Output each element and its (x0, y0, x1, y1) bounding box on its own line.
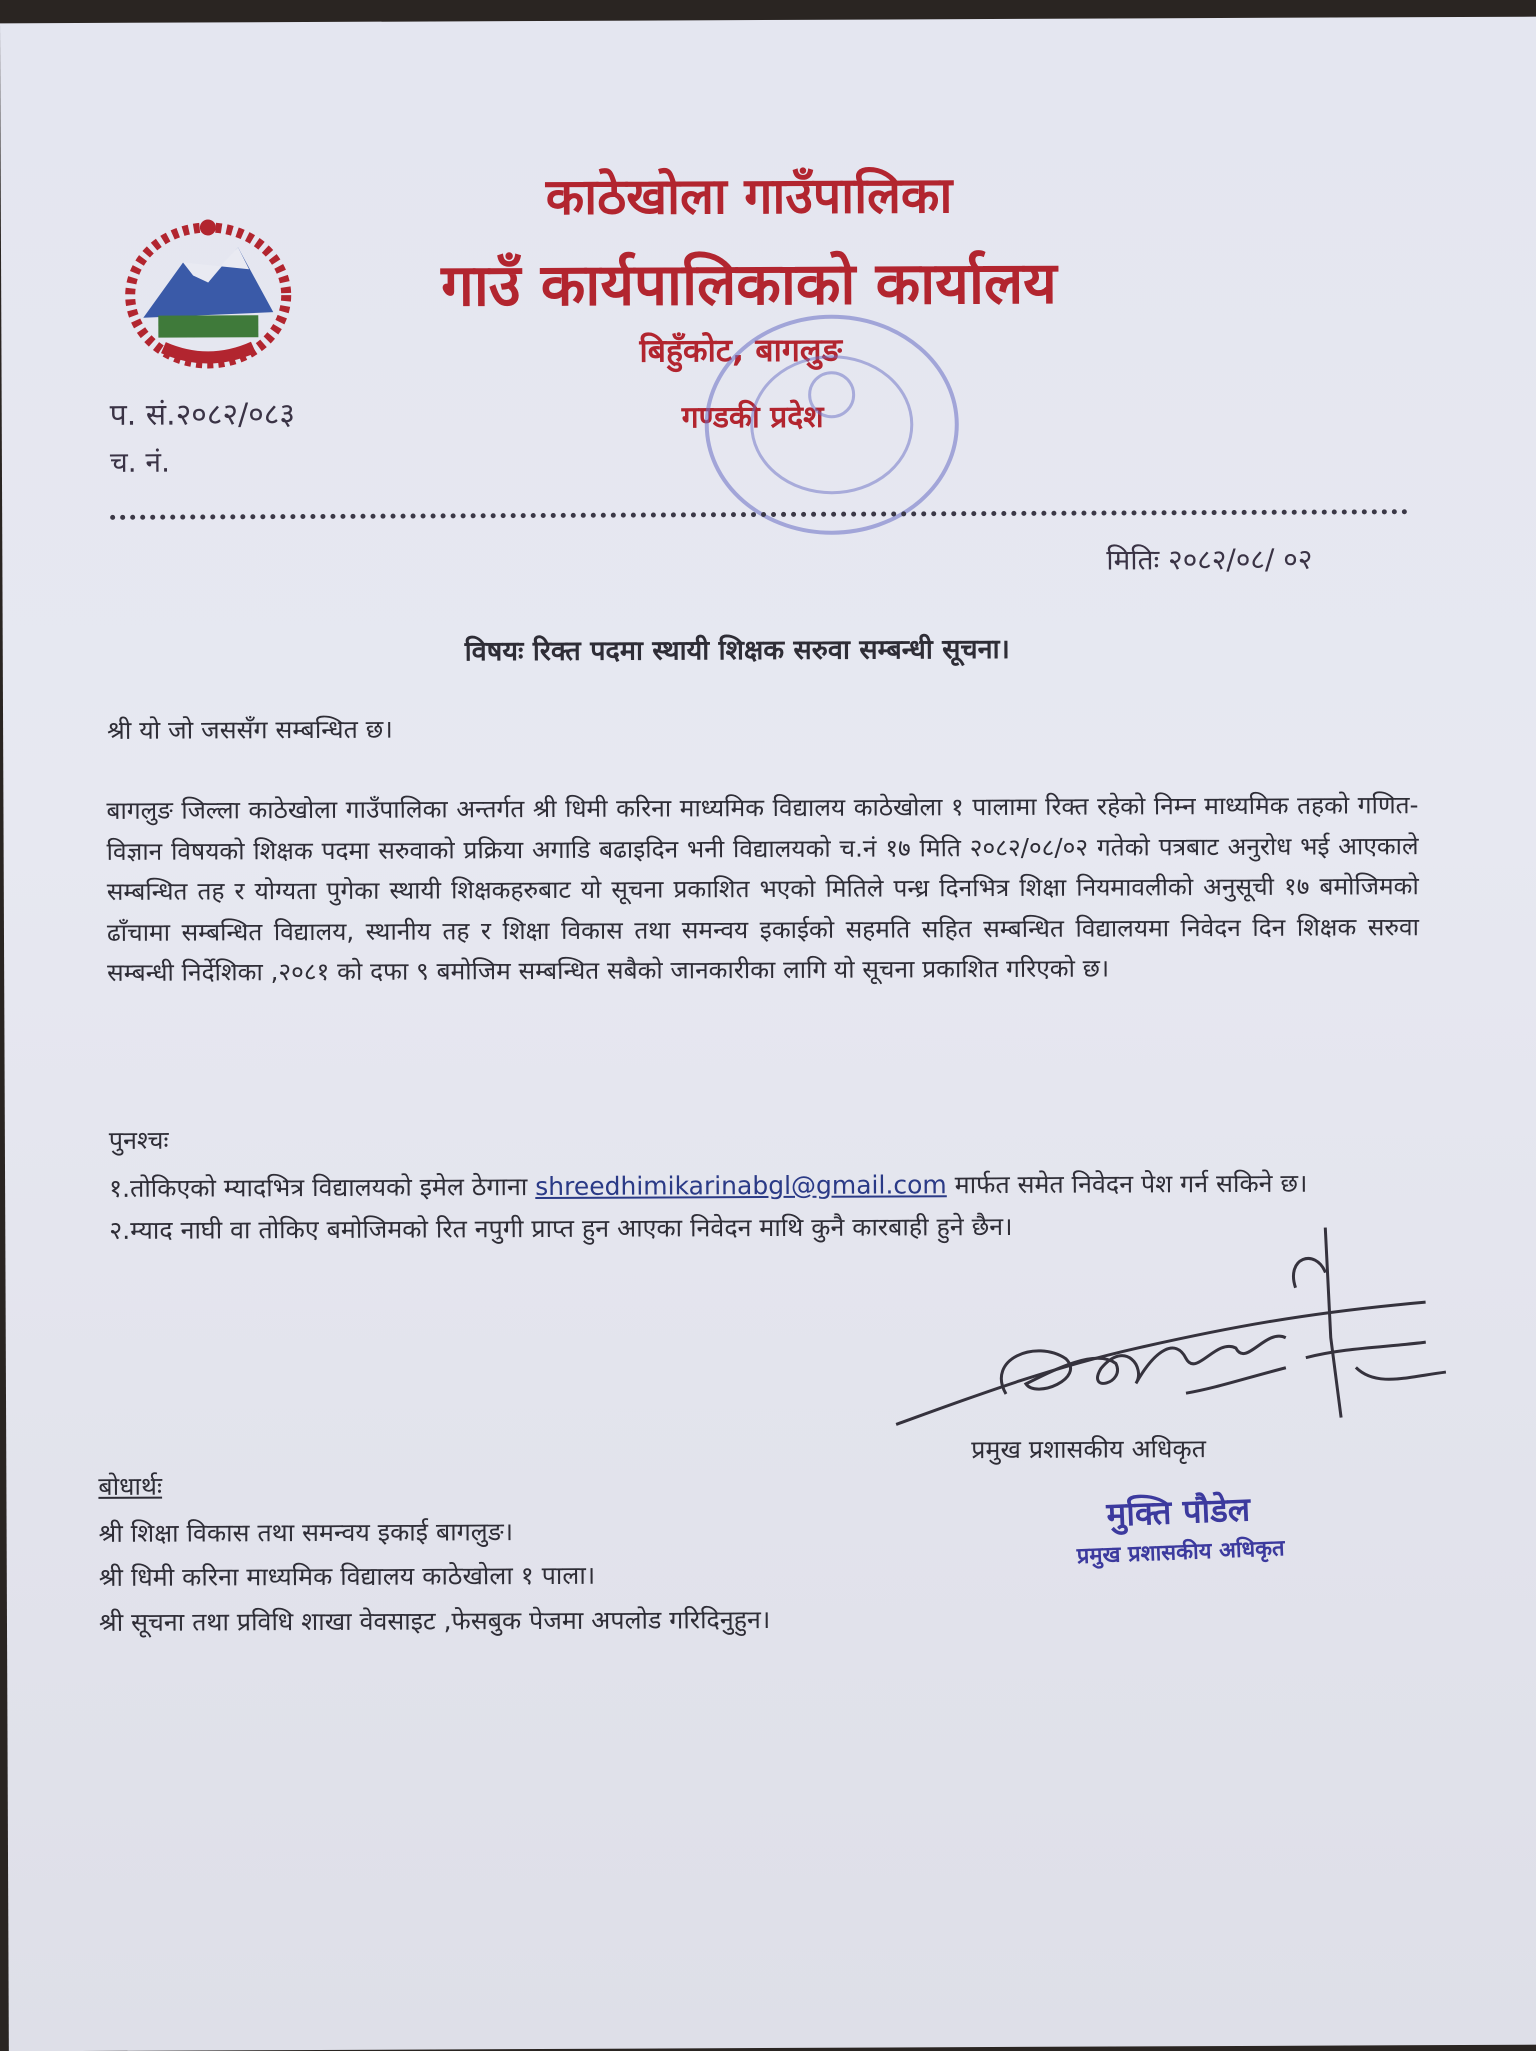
province-name: गण्डकी प्रदेश (681, 399, 824, 436)
postscript-title: पुनश्चः (108, 1125, 169, 1155)
cc-item: श्री धिमी करिना माध्यमिक विद्यालय काठेखोला १ पाला। (98, 1560, 596, 1592)
letter-body: बागलुङ जिल्ला काठेखोला गाउँपालिका अन्तर्गत श्री धिमी करिना माध्यमिक विद्यालय काठेखोला १ पालामा रिक्त रहेको निम्न माध्यमिक तहको गणित-विज्ञान विषयको शिक्षक पदमा सरुवाको प्रक्रिया अगाडि बढाइदिन भनी विद्यालयको च.नं १७ मिति २०८२/०८/०२ गतेको पत्रबाट अनुरोध भई आएकाले सम्बन्धित तह र योग्यता पुगेका स्थायी शिक्षकहरुबाट यो सूचना प्रकाशित भएको मितिले पन्ध्र दिनभित्र शिक्षा नियमावलीको अनुसूची १७ बमोजिमको ढाँचामा सम्बन्धित विद्यालय, स्थानीय तह र शिक्षा विकास तथा समन्वय इकाईको सहमति सहित सम्बन्धित विद्यालयमा निवेदन दिन शिक्षक सरुवा सम्बन्धी निर्देशिका ,२०८१ को दफा ९ बमोजिम सम्बन्धित सबैको जानकारीका लागि यो सूचना प्रकाशित गरिएको छ। (106, 790, 1420, 987)
postscript-item-2: २.म्याद नाघी वा तोकिए बमोजिमको रित नपुगी प्राप्त हुन आएका निवेदन माथि कुनै कारबाही हुने छैन। (109, 1211, 1013, 1245)
letter-date: मितिः २०८२/०८/ ०२ (1106, 542, 1313, 577)
postscript-item-1 (109, 1166, 1307, 1205)
municipality-name: काठेखोला गाउँपालिका (545, 166, 953, 226)
dispatch-number: च. नं. (109, 445, 171, 479)
postscript-item-1-after: मार्फत समेत निवेदन पेश गर्न सकिने छ। (946, 1168, 1308, 1200)
signatory-stamp-title: प्रमुख प्रशासकीय अधिकृत (1076, 1536, 1286, 1570)
signatory-stamp-name: मुक्ति पौडेल (1105, 1489, 1251, 1535)
cc-item: श्री सूचना तथा प्रविधि शाखा वेवसाइट ,फेसबुक पेजमा अपलोड गरिदिनुहुन। (98, 1605, 771, 1637)
signatory-title: प्रमुख प्रशासकीय अधिकृत (971, 1434, 1207, 1465)
signature-icon (885, 1217, 1466, 1460)
office-name: गाउँ कार्यपालिकाको कार्यालय (441, 248, 1058, 320)
postscript-item-1-before: १.तोकिएको म्यादभित्र विद्यालयको इमेल ठेगाना (109, 1172, 536, 1203)
school-email-link[interactable]: shreedhimikarinabgl@gmail.com (535, 1170, 947, 1202)
letter-subject: विषयः रिक्त पदमा स्थायी शिक्षक सरुवा सम्बन्धी सूचना। (464, 633, 1010, 668)
fiscal-year-ref: प. सं.२०८२/०८३ (109, 397, 296, 433)
cc-item: श्री शिक्षा विकास तथा समन्वय इकाई बागलुङ। (98, 1517, 514, 1548)
office-address: बिहुँकोट, बागलुङ (639, 330, 843, 370)
salutation: श्री यो जो जससँग सम्बन्धित छ। (107, 714, 393, 745)
nepal-emblem-icon (113, 207, 304, 373)
letter-page (0, 17, 1536, 2051)
cc-title: बोधार्थः (98, 1471, 163, 1501)
